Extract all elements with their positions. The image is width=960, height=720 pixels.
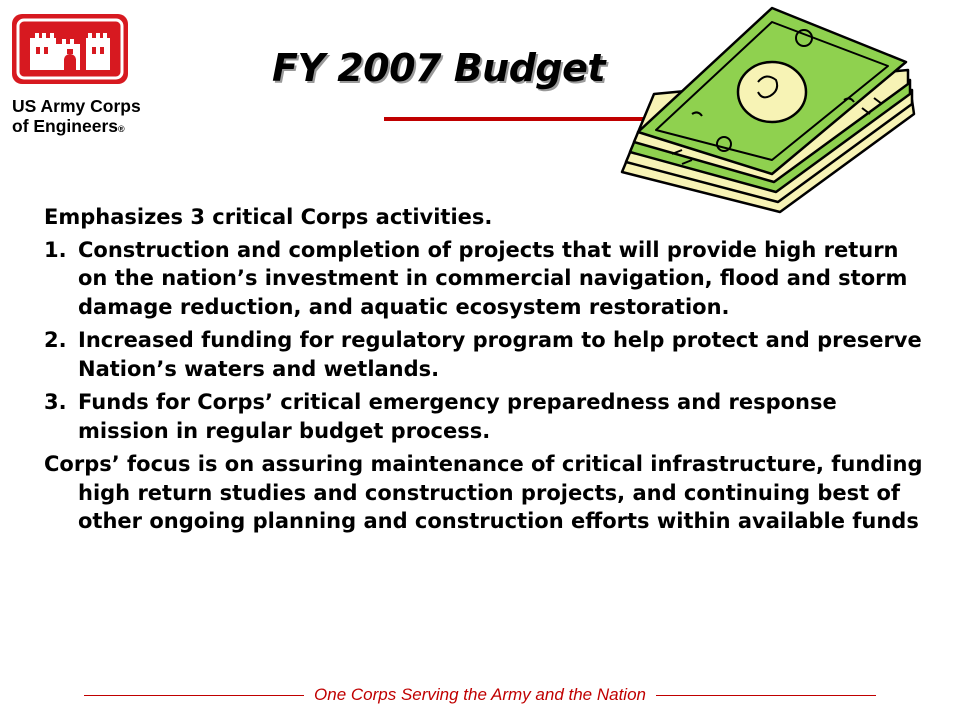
- list-number: 2.: [44, 328, 67, 352]
- logo-text: [12, 96, 182, 139]
- list-text: Construction and completion of projects that will provide high return on the nation’s investment in commercial navigation, flood and storm damage reduction, and aquatic ecosystem restoration.: [78, 237, 908, 319]
- activity-list: [44, 236, 924, 446]
- list-item: [44, 388, 924, 445]
- list-text: Funds for Corps’ critical emergency preparedness and response mission in regular budget process.: [78, 390, 837, 443]
- list-item: [44, 236, 924, 322]
- slide-body: [44, 203, 924, 540]
- footer-rule-right: [656, 695, 876, 696]
- logo-line-1: US Army Corps: [12, 96, 141, 116]
- list-text: Increased funding for regulatory program to help protect and preserve Nation’s waters and wetlands.: [78, 328, 922, 381]
- page-title: FY 2007 Budget: [272, 46, 606, 90]
- footer-rule-left: [84, 695, 304, 696]
- footer-motto: One Corps Serving the Army and the Nation: [314, 685, 646, 704]
- money-stack-icon: [612, 4, 922, 214]
- list-number: 3.: [44, 390, 67, 414]
- castle-icon: [12, 14, 128, 84]
- footer: [84, 682, 876, 708]
- usace-logo: [12, 14, 182, 139]
- logo-line-2: of Engineers®: [12, 116, 125, 136]
- closing-text: Corps’ focus is on assuring maintenance of critical infrastructure, funding high return studies and construction projects, and continuing best of other ongoing planning and construction efforts within available funds: [44, 452, 923, 533]
- registered-mark: ®: [118, 124, 125, 134]
- intro-text: Emphasizes 3 critical Corps activities.: [44, 205, 493, 229]
- list-item: [44, 326, 924, 383]
- list-number: 1.: [44, 237, 67, 262]
